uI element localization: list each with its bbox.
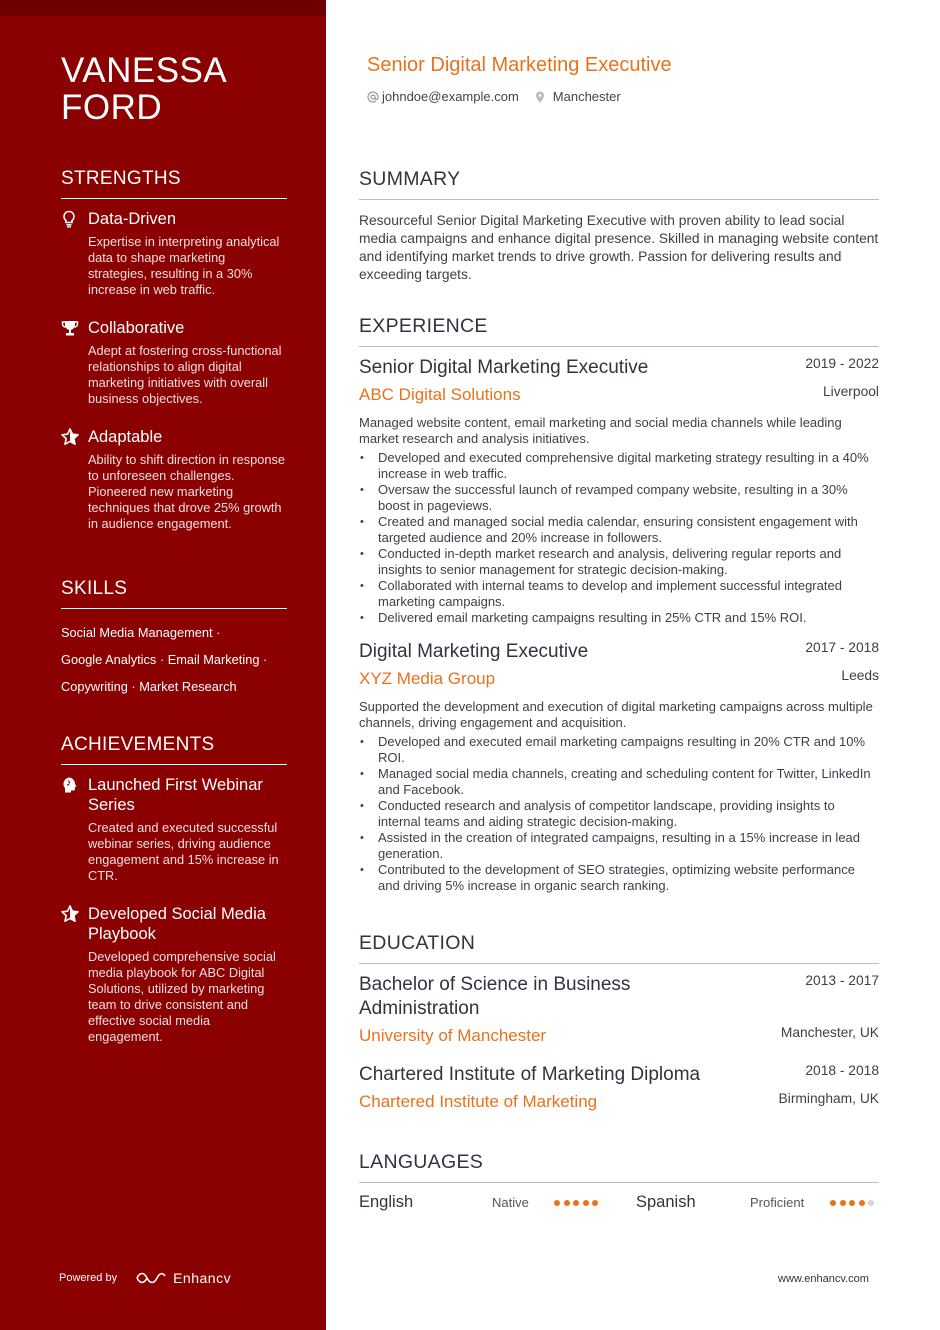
school-location: Manchester, UK: [780, 1025, 879, 1040]
rating-dot: [573, 1200, 579, 1206]
skills-line: Google Analytics · Email Marketing ·: [61, 652, 268, 667]
achievement-desc: Developed comprehensive social media playbook for ABC Digital Solutions, utilized by marketing team to drive consistent and effective social media engagement.: [88, 949, 276, 1044]
degree-dates: 2018 - 2018: [805, 1063, 879, 1078]
skills-line: Copywriting · Market Research: [61, 679, 237, 694]
language-item: [636, 1193, 879, 1212]
school-name[interactable]: Chartered Institute of Marketing: [359, 1092, 598, 1111]
degree-title: Chartered Institute of Marketing Diploma: [359, 1064, 701, 1085]
education-entry: [359, 1063, 879, 1114]
summary-section: [359, 168, 879, 284]
rating-dot: [583, 1200, 589, 1206]
language-level: Native: [492, 1195, 529, 1210]
strength-item: [61, 209, 287, 298]
strengths-heading: STRENGTHS: [61, 168, 287, 199]
language-name: Spanish: [636, 1193, 696, 1211]
list-item: • Contributed to the development of SEO strategies, optimizing website performance and driving 5% increase in organic search ranking.: [359, 862, 879, 894]
strength-title: Collaborative: [88, 319, 185, 337]
rating-dot: [564, 1200, 570, 1206]
enhancv-logo[interactable]: [135, 1270, 231, 1286]
languages-section: [359, 1151, 879, 1212]
contact-info: [367, 89, 637, 104]
education-heading: EDUCATION: [359, 932, 879, 964]
experience-entry: [359, 640, 879, 894]
languages-row: [359, 1193, 879, 1212]
position-title: Digital Marketing Executive: [359, 641, 589, 662]
candidate-name: [61, 52, 301, 126]
list-item: • Conducted in-depth market research and analysis, delivering regular reports and insights to senior management for strategic decision-making.: [359, 546, 879, 578]
strength-desc: Expertise in interpreting analytical data to shape marketing strategies, resulting in a 30% increase in web traffic.: [88, 234, 280, 297]
email-text: johndoe@example.com: [382, 89, 519, 104]
summary-text: Resourceful Senior Digital Marketing Executive with proven ability to lead social media campaigns and enhance digital presence. Skilled in managing website content and identifying market trends to drive growth. Passion for delivering results and exceeding targets.: [359, 213, 879, 282]
location-text: Manchester: [552, 89, 621, 104]
list-item: • Delivered email marketing campaigns resulting in 25% CTR and 15% ROI.: [359, 610, 879, 626]
achievement-item: [61, 775, 287, 884]
trophy-icon: [61, 319, 79, 337]
achievement-list: [359, 734, 879, 894]
list-item: • Developed and executed email marketing campaigns resulting in 20% CTR and 10% ROI.: [359, 734, 879, 766]
company-location: Liverpool: [823, 384, 879, 399]
rating-dot: [840, 1200, 846, 1206]
achievement-item: [61, 904, 287, 1045]
job-title: Senior Digital Marketing Executive: [367, 54, 672, 76]
strength-title: Adaptable: [88, 428, 163, 446]
strengths-section: [61, 168, 287, 552]
language-rating: [554, 1200, 602, 1206]
strength-item: [61, 318, 287, 407]
company-location: Leeds: [841, 668, 879, 683]
rating-dot: [830, 1200, 836, 1206]
achievements-section: [61, 734, 287, 1065]
language-item: [359, 1193, 619, 1212]
achievement-list: [359, 450, 879, 626]
list-item: • Created and managed social media calendar, ensuring consistent engagement with targeted audience and 20% increase in followers.: [359, 514, 879, 546]
degree-dates: 2013 - 2017: [805, 973, 879, 988]
rating-dot: [859, 1200, 865, 1206]
strength-title: Data-Driven: [88, 210, 177, 228]
enhancv-brand: Enhancv: [173, 1270, 232, 1286]
school-name[interactable]: University of Manchester: [359, 1026, 547, 1045]
list-item: • Conducted research and analysis of competitor landscape, providing insights to internal teams and aiding strategic decision-making.: [359, 798, 879, 830]
powered-by: [59, 1270, 231, 1286]
skills-section: [61, 578, 287, 700]
contact-email[interactable]: [367, 89, 519, 104]
position-desc: Managed website content, email marketing and social media channels while leading market research and analysis initiatives.: [359, 415, 842, 446]
star-icon: [61, 905, 79, 923]
contact-location: [535, 89, 621, 104]
list-item: • Managed social media channels, creating and scheduling content for Twitter, LinkedIn and Facebook.: [359, 766, 879, 798]
list-item: • Assisted in the creation of integrated campaigns, resulting in a 15% increase in lead generation.: [359, 830, 879, 862]
achievement-title: Developed Social Media Playbook: [88, 905, 266, 943]
position-desc: Supported the development and execution of digital marketing campaigns across multiple channels, driving engagement and acquisition.: [359, 699, 873, 730]
company-name[interactable]: ABC Digital Solutions: [359, 385, 521, 404]
strength-desc: Ability to shift direction in response to unforeseen challenges. Pioneered new marketing techniques that drove 25% growth in audience engagement.: [88, 452, 286, 531]
summary-heading: SUMMARY: [359, 168, 879, 200]
list-item: • Collaborated with internal teams to develop and implement successful integrated marketing campaigns.: [359, 578, 879, 610]
rating-dot: [554, 1200, 560, 1206]
position-dates: 2017 - 2018: [805, 640, 879, 655]
lightbulb-icon: [61, 210, 79, 228]
at-icon: [367, 91, 379, 103]
education-entry: [359, 973, 879, 1048]
rating-dot: [868, 1200, 874, 1206]
language-level: Proficient: [750, 1195, 805, 1210]
name-first: VANESSA: [61, 51, 228, 90]
degree-title: Bachelor of Science in Business Administration: [359, 974, 631, 1019]
rating-dot: [849, 1200, 855, 1206]
rating-dot: [592, 1200, 598, 1206]
location-pin-icon: [535, 91, 545, 103]
language-name: English: [359, 1193, 414, 1211]
skills-line: Social Media Management ·: [61, 625, 221, 640]
school-location: Birmingham, UK: [778, 1091, 879, 1106]
strength-item: [61, 427, 287, 532]
name-last: FORD: [61, 88, 163, 127]
list-item: • Developed and executed comprehensive digital marketing strategy resulting in a 40% increase in web traffic.: [359, 450, 879, 482]
company-name[interactable]: XYZ Media Group: [359, 669, 496, 688]
star-icon: [61, 428, 79, 446]
footer-url[interactable]: www.enhancv.com: [778, 1273, 869, 1285]
achievement-title: Launched First Webinar Series: [88, 776, 263, 814]
language-rating: [830, 1200, 878, 1206]
enhancv-logo-icon: [135, 1270, 167, 1286]
position-dates: 2019 - 2022: [805, 356, 879, 371]
education-section: [359, 932, 879, 1114]
strength-desc: Adept at fostering cross-functional relationships to align digital marketing initiatives with overall business objectives.: [88, 343, 282, 406]
experience-entry: [359, 356, 879, 626]
position-title: Senior Digital Marketing Executive: [359, 357, 649, 378]
powered-by-label: Powered by: [59, 1272, 118, 1284]
experience-heading: EXPERIENCE: [359, 315, 879, 347]
sidebar: [0, 0, 326, 1330]
experience-section: [359, 315, 879, 894]
languages-heading: LANGUAGES: [359, 1151, 879, 1183]
achievement-desc: Created and executed successful webinar series, driving audience engagement and 15% increase in CTR.: [88, 820, 279, 883]
achievements-heading: ACHIEVEMENTS: [61, 734, 287, 765]
skills-heading: SKILLS: [61, 578, 287, 609]
sidebar-top-bar: [0, 0, 326, 16]
list-item: • Oversaw the successful launch of revamped company website, resulting in a 30% boost in pageviews.: [359, 482, 879, 514]
brain-icon: [61, 776, 79, 794]
